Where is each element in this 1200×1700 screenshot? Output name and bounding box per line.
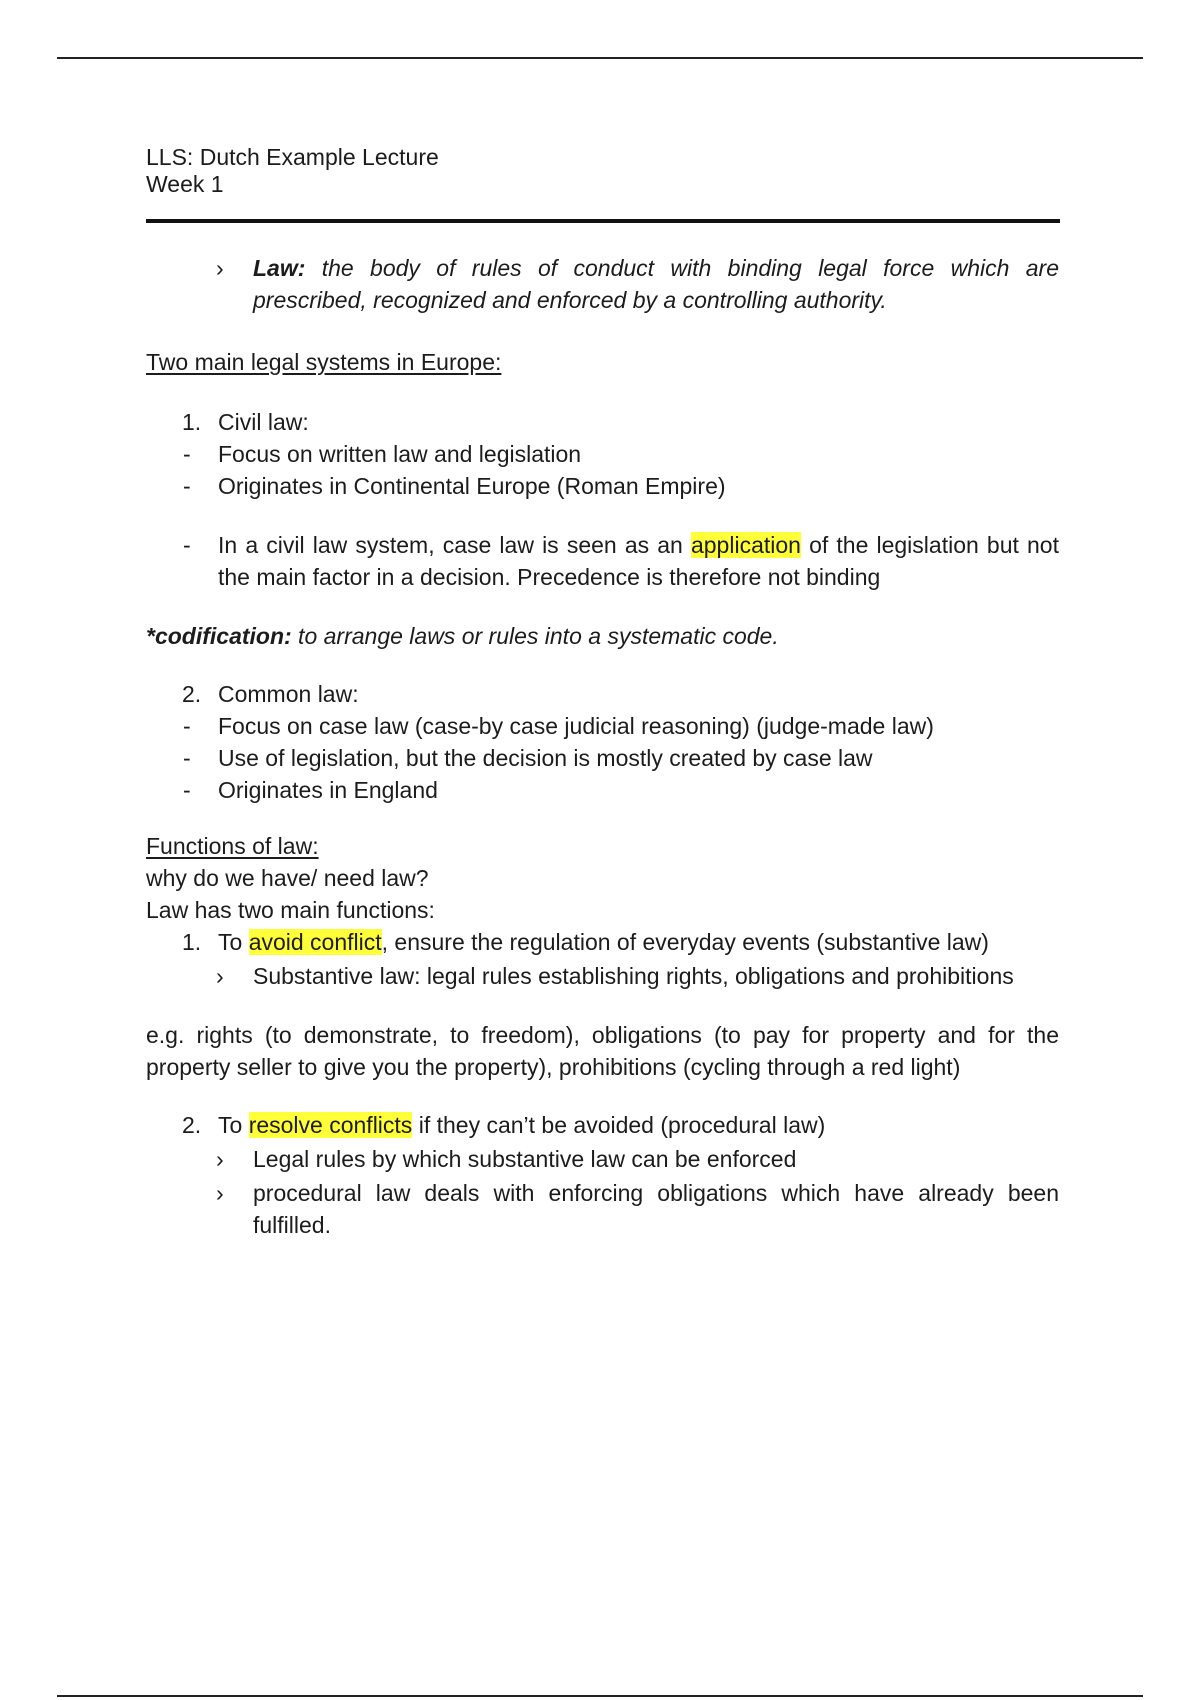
highlight-resolve-conflicts: resolve conflicts [248, 1112, 413, 1138]
dash-bullet-icon: - [183, 777, 191, 803]
function-item-avoid-conflict: 1. To avoid conflict, ensure the regulation of everyday events (substantive law) [146, 926, 1059, 958]
definition-text: the body of rules of conduct with binding legal force which are prescribed, recognized and enforced by a controlling authority. [253, 255, 1059, 313]
page-top-border [57, 57, 1143, 59]
function-item-resolve-conflicts: 2. To resolve conflicts if they can’t be avoided (procedural law) [146, 1109, 1059, 1141]
page-bottom-border [57, 1695, 1143, 1697]
list-number: 2. [182, 681, 202, 707]
codification-definition [146, 620, 1059, 652]
codification-term: *codification: [146, 623, 292, 649]
civil-law-point: - Originates in Continental Europe (Roman Empire) [146, 470, 1059, 502]
civil-law-item [146, 406, 1059, 438]
functions-question: why do we have/ need law? [146, 865, 429, 891]
arrow-bullet-icon: › [216, 255, 224, 281]
dash-bullet-icon: - [183, 532, 191, 558]
common-law-point: - Originates in England [146, 774, 1059, 806]
arrow-bullet-icon: › [216, 1146, 224, 1172]
common-law-point: - Focus on case law (case-by case judicial reasoning) (judge-made law) [146, 710, 1059, 742]
codification-text: to arrange laws or rules into a systematic code. [291, 623, 779, 649]
procedural-law-point: › procedural law deals with enforcing obligations which have already been fulfilled. [146, 1177, 1059, 1241]
list-number: 1. [182, 929, 202, 955]
document-week: Week 1 [146, 171, 224, 197]
arrow-bullet-icon: › [216, 963, 224, 989]
civil-law-title: Civil law: [218, 409, 309, 435]
document-page [146, 144, 1059, 1241]
definition-term: Law: [253, 255, 306, 281]
substantive-law-definition: › Substantive law: legal rules establishing rights, obligations and prohibitions [146, 960, 1059, 992]
list-number: 1. [182, 409, 202, 435]
common-law-title: Common law: [218, 681, 359, 707]
dash-bullet-icon: - [183, 745, 191, 771]
dash-bullet-icon: - [183, 713, 191, 739]
list-number: 2. [182, 1112, 202, 1138]
dash-bullet-icon: - [183, 441, 191, 467]
rights-example: e.g. rights (to demonstrate, to freedom), obligations (to pay for property and for the property seller to give you the property), prohibitions (cycling through a red light) [146, 1022, 1059, 1080]
arrow-bullet-icon: › [216, 1180, 224, 1206]
civil-law-point: - Focus on written law and legislation [146, 438, 1059, 470]
law-definition [146, 252, 1059, 316]
common-law-point: - Use of legislation, but the decision is mostly created by case law [146, 742, 1059, 774]
procedural-law-point: › Legal rules by which substantive law can be enforced [146, 1143, 1059, 1175]
dash-bullet-icon: - [183, 473, 191, 499]
legal-systems-heading: Two main legal systems in Europe: [146, 349, 502, 375]
header-divider [146, 219, 1060, 223]
highlight-application: application [690, 532, 801, 558]
highlight-avoid-conflict: avoid conflict [248, 929, 382, 955]
civil-law-note: - In a civil law system, case law is seen as an application of the legislation but not the main factor in a decision. Precedence is therefore not binding [146, 529, 1059, 593]
functions-heading: Functions of law: [146, 833, 319, 859]
functions-intro: Law has two main functions: [146, 897, 435, 923]
common-law-item [146, 678, 1059, 710]
document-title: LLS: Dutch Example Lecture [146, 144, 439, 170]
